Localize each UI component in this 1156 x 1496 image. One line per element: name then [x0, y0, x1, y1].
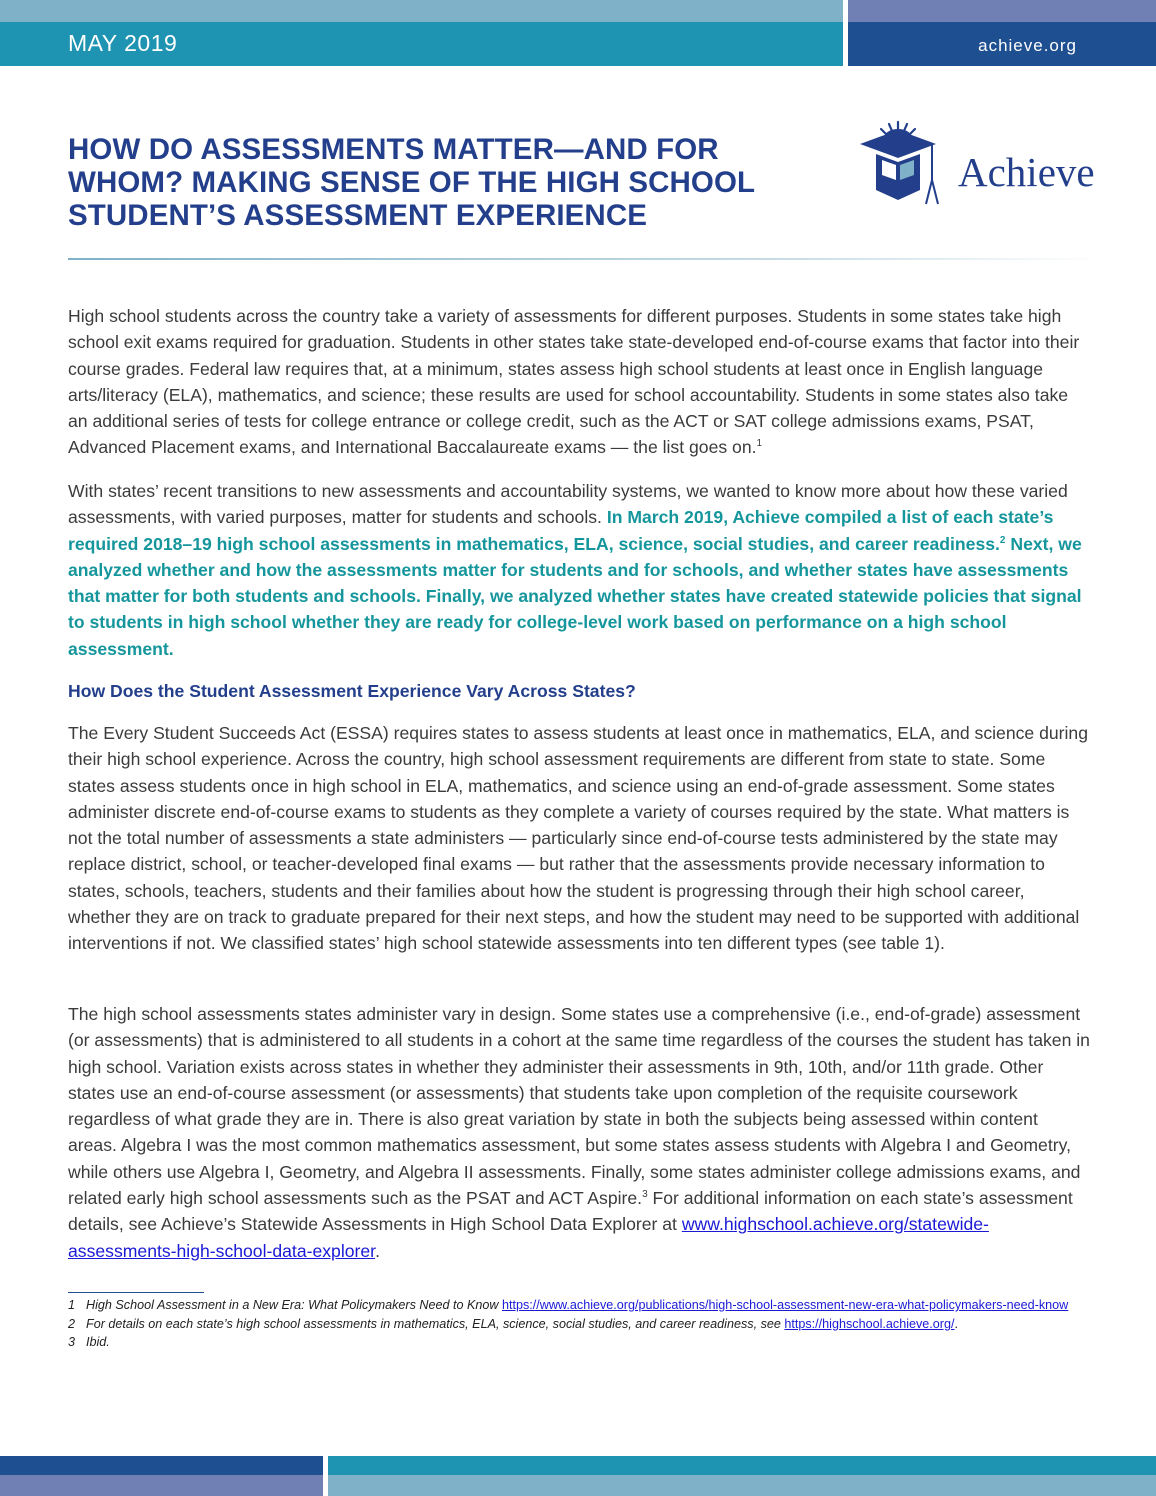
design-paragraph [68, 1001, 1090, 1264]
footnote-punct: . [954, 1316, 958, 1331]
footnote-divider [68, 1292, 204, 1293]
footnote-link[interactable]: https://highschool.achieve.org/ [784, 1316, 955, 1331]
footnote-text: High School Assessment in a New Era: What Policymakers Need to Know [86, 1298, 502, 1312]
design-text-end: . [375, 1240, 380, 1261]
footnote-2 [68, 1315, 1098, 1334]
footnote-3 [68, 1333, 1098, 1352]
data-explorer-link[interactable]: www.highschool.achieve.org/statewide-assessments-high-school-data-explorer [68, 1214, 989, 1261]
footnote-ref-2[interactable]: 2 [999, 534, 1006, 546]
graduation-cap-book-icon [860, 122, 938, 204]
footer-band-left-top [0, 1456, 323, 1475]
intro-paragraph [68, 303, 1090, 461]
page-title: HOW DO ASSESSMENTS MATTER—AND FOR WHOM? MAKING SENSE OF THE HIGH SCHOOL STUDENT’S ASSESSMENT EXPERIENCE [68, 133, 755, 232]
footnote-text: For details on each state’s high school assessments in mathematics, ELA, science, social studies, and career readiness, see [86, 1316, 785, 1331]
title-divider [68, 258, 1103, 260]
purpose-text: With states’ recent transitions to new assessments and accountability systems, we wanted to know more about how these varied assessments, with varied purposes, matter for students and schools. [68, 481, 1068, 528]
footer-band-right-top [328, 1456, 1156, 1475]
footnote-link[interactable]: https://www.achieve.org/publications/high-school-assessment-new-era-what-policymakers-need-know [502, 1298, 1069, 1312]
design-text-cont: For additional information on each state’s assessment details, see Achieve’s Statewide Assessments in High School Data Explorer at [68, 1188, 1073, 1235]
footer-band-right-bottom [328, 1475, 1156, 1496]
intro-text: High school students across the country take a variety of assessments for different purposes. Students in some states take high school exit exams required for graduation. Students in other states take state-developed end-of-course exams that factor into their course grades. Federal law requires that, at a minimum, states assess high school students at least once in English language arts/literacy (ELA), mathematics, and science; these results are used for school accountability. Students in some states also take an additional series of tests for college entrance or college credit, such as the ACT or SAT college admissions exams, PSAT, Advanced Placement exams, and International Baccalaureate exams — the list goes on. [68, 306, 1080, 458]
section-heading: How Does the Student Assessment Experience Vary Across States? [68, 681, 636, 701]
footnote-ref-3[interactable]: 3 [642, 1189, 648, 1201]
footnotes-list [68, 1296, 1098, 1352]
header-strip-right [848, 0, 1156, 22]
highlight-text [68, 507, 1082, 658]
footnote-text: Ibid. [86, 1335, 110, 1349]
footnote-number: 1 [68, 1298, 76, 1312]
footer-band-left-bottom [0, 1475, 323, 1496]
publication-date: MAY 2019 [68, 30, 178, 56]
footnote-number: 2 [68, 1316, 76, 1331]
logo-wordmark: Achieve [958, 149, 1095, 195]
header-strip-left [0, 0, 843, 22]
footnote-1 [68, 1296, 1098, 1315]
footnote-ref-1[interactable]: 1 [756, 438, 763, 450]
purpose-paragraph [68, 478, 1090, 662]
site-url[interactable]: achieve.org [978, 36, 1077, 55]
footnote-number: 3 [68, 1335, 76, 1349]
highlight-text-b: Next, we analyzed whether and how the assessments matter for students and for schools, and whether states have assessments that matter for both students and schools. Finally, we analyzed whether states have created statewide policies that signal to students in high school whether they are ready for college-level work based on performance on a high school assessment. [68, 533, 1082, 659]
essa-paragraph: The Every Student Succeeds Act (ESSA) requires states to assess students at least once in mathematics, ELA, and science during their high school experience. Across the country, high school assessment requirements are different from state to state. Some states assess students once in high school in ELA, mathematics, and science using an end-of-grade assessment. Some states administer discrete end-of-course exams to students as they complete a variety of courses required by the state. What matters is not the total number of assessments a state administers — particularly since end-of-course tests administered by the state may replace district, school, or teacher-developed final exams — but rather that the assessments provide necessary information to states, schools, teachers, students and their families about how the student is progressing through their high school career, whether they are on track to graduate prepared for their next steps, and how the student may need to be supported with additional interventions if not. We classified states’ high school statewide assessments into ten different types (see table 1). [68, 723, 1088, 954]
design-text: The high school assessments states administer vary in design. Some states use a comprehensive (i.e., end-of-grade) assessment (or assessments) that is administered to all students in a cohort at the same time regardless of the courses the student has taken in high school. Variation exists across states in whether they administer their assessments in 9th, 10th, and/or 11th grade. Other states use an end-of-course assessment (or assessments) that students take upon completion of the requisite coursework regardless of what grade they are in. There is also great variation by state in both the subjects being assessed within content areas. Algebra I was the most common mathematics assessment, but some states assess students with Algebra I and Geometry, while others use Algebra I, Geometry, and Algebra II assessments. Finally, some states administer college admissions exams, and related early high school assessments such as the PSAT and ACT Aspire. [68, 1004, 1090, 1209]
highlight-text-a: In March 2019, Achieve compiled a list of each state’s required 2018–19 high school assessments in mathematics, ELA, science, social studies, and career readiness. [68, 507, 1054, 554]
